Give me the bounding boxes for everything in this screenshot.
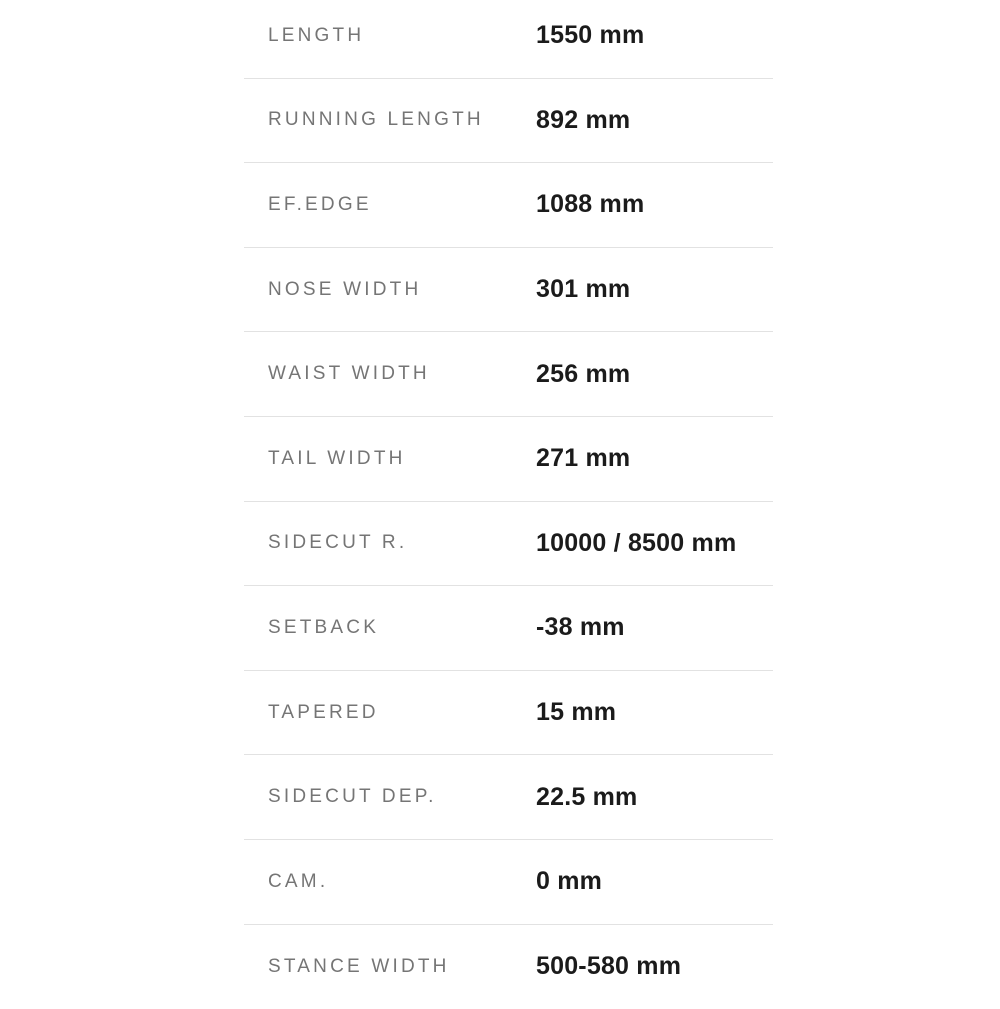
spec-label: CAM. (268, 870, 329, 892)
spec-label: LENGTH (268, 24, 365, 46)
spec-label: NOSE WIDTH (268, 278, 422, 300)
spec-label: SIDECUT DEP. (268, 786, 437, 808)
spec-value: 301 mm (536, 275, 631, 304)
spec-label: STANCE WIDTH (268, 955, 450, 977)
spec-value: 10000 / 8500 mm (536, 528, 737, 557)
spec-row-sidecut-r (244, 502, 773, 587)
spec-row-nose-width (244, 248, 773, 333)
spec-value: 1088 mm (536, 190, 645, 219)
spec-value: 892 mm (536, 105, 631, 134)
spec-row-cam (244, 840, 773, 925)
spec-table (244, 0, 773, 1009)
spec-label: RUNNING LENGTH (268, 109, 484, 131)
spec-value: 15 mm (536, 698, 617, 727)
spec-row-tail-width (244, 417, 773, 502)
spec-row-sidecut-dep (244, 755, 773, 840)
spec-value: 500-580 mm (536, 952, 682, 981)
spec-label: WAIST WIDTH (268, 363, 430, 385)
spec-label: SIDECUT R. (268, 532, 408, 554)
spec-label: TAPERED (268, 701, 379, 723)
spec-row-ef-edge (244, 163, 773, 248)
spec-value: -38 mm (536, 613, 625, 642)
spec-value: 256 mm (536, 359, 631, 388)
spec-row-waist-width (244, 332, 773, 417)
spec-row-length (244, 0, 773, 79)
spec-row-tapered (244, 671, 773, 756)
spec-value: 271 mm (536, 444, 631, 473)
spec-row-running-length (244, 79, 773, 164)
spec-value: 0 mm (536, 867, 603, 896)
spec-label: EF.EDGE (268, 193, 372, 215)
spec-row-stance-width (244, 925, 773, 1009)
spec-row-setback (244, 586, 773, 671)
spec-label: TAIL WIDTH (268, 447, 406, 469)
spec-label: SETBACK (268, 616, 380, 638)
spec-value: 22.5 mm (536, 782, 638, 811)
spec-value: 1550 mm (536, 21, 645, 50)
